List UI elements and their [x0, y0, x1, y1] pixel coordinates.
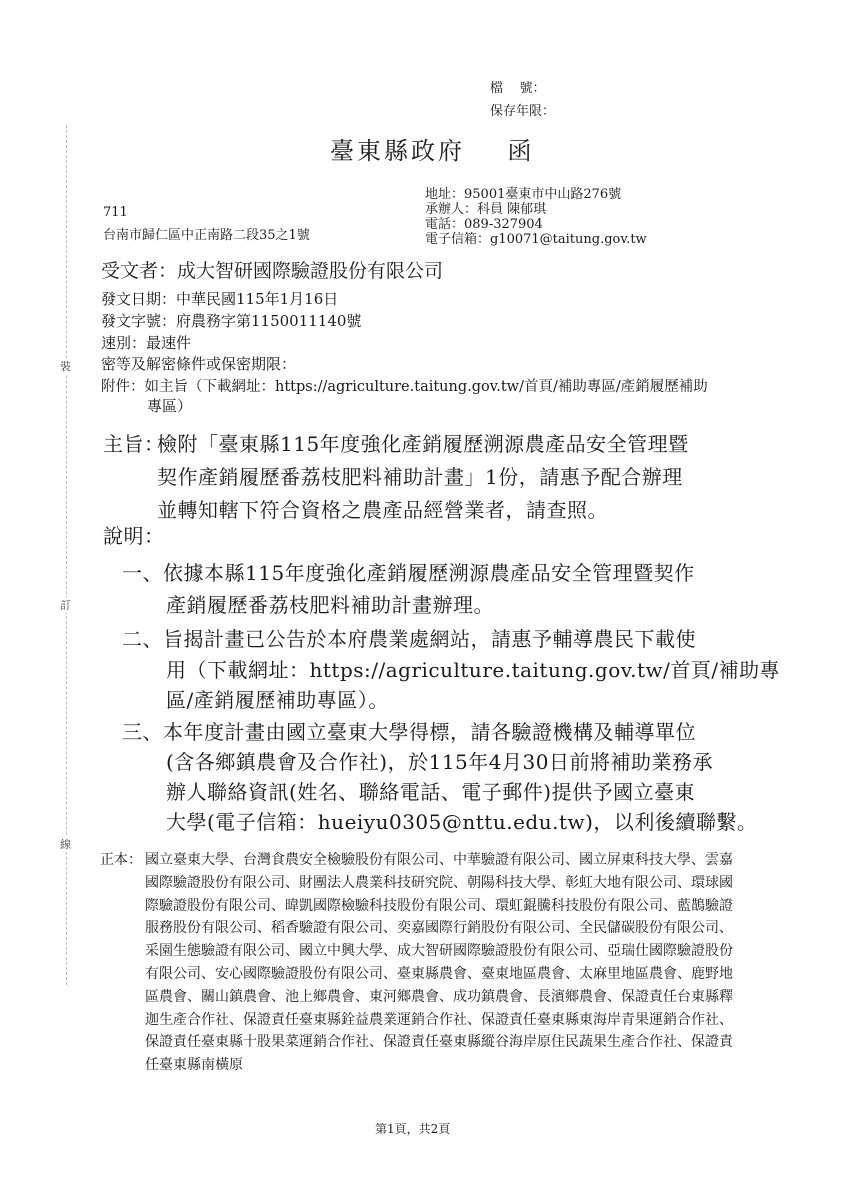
retention-label: 保存年限： [490, 104, 556, 119]
secrecy-level: 密等及解密條件或保密期限： [101, 355, 297, 373]
recipients-list: 國立臺東大學、台灣食農安全檢驗股份有限公司、中華驗證有限公司、國立屏東科技大學、雲嘉國際驗證股份有限公司、財團法人農業科技研究院、朝陽科技大學、彰虹大地有限公司、環球國際驗證股份有限公司、暐凱國際檢驗科技股份有限公司、環虹錕騰科技股份有限公司、藍鵲驗證服務股份有限公司、稻香驗證有限公司、奕嘉國際行銷股份有限公司、全民儲碳股份有限公司、采園生態驗證有限公司、國立中興大學、成大智研國際驗證股份有限公司、亞瑞仕國際驗證股份有限公司、安心國際驗證股份有限公司、臺東縣農會、臺東地區農會、太麻里地區農會、鹿野地區農會、關山鎮農會、池上鄉農會、東河鄉農會、成功鎮農會、長濱鄉農會、保證責任台東縣釋迦生產合作社、保證責任臺東縣銓益農業運銷合作社、保證責任臺東縣東海岸青果運銷合作社、保證責任臺東縣十股果菜運銷合作社、保證責任臺東縣縱谷海岸原住民蔬果生產合作社、保證責任臺東縣南橫原 [145, 852, 733, 1074]
sender-phone: 電話：089-327904 [425, 217, 543, 232]
attachment-line-1: 附件：如主旨（下載網址：https://agriculture.taitung.gov.tw/首頁/補助專區/產銷履歷補助 [101, 379, 708, 395]
binding-mark-middle: 訂 [60, 599, 71, 612]
explanation-item-2-line-2: 用（下載網址：https://agriculture.taitung.gov.tw/首頁/補助專 [166, 658, 781, 682]
explanation-item-2-line-1: 二、旨揭計畫已公告於本府農業處網站，請惠予輔導農民下載使 [122, 627, 696, 651]
explanation-item-3-line-1: 三、本年度計畫由國立臺東大學得標，請各驗證機構及輔導單位 [122, 720, 696, 744]
explanation-item-1-line-1: 一、依據本縣115年度強化產銷履歷溯源農產品安全管理暨契作 [122, 561, 695, 585]
recipient-address: 台南市歸仁區中正南路二段35之1號 [103, 228, 310, 243]
recipients-label: 正本： [100, 852, 142, 868]
explanation-item-3-line-3: 辦人聯絡資訊(姓名、聯絡電話、電子郵件)提供予國立臺東 [166, 780, 696, 804]
subject-line-1: 檢附「臺東縣115年度強化產銷履歷溯源農產品安全管理暨 [157, 432, 689, 456]
explanation-item-2-line-3: 區/產銷履歷補助專區）。 [166, 688, 389, 712]
file-number-label: 檔 號： [490, 81, 546, 96]
speed-category: 速別：最速件 [101, 334, 192, 352]
sender-handler: 承辦人：科員 陳郁琪 [425, 202, 547, 217]
binding-line [66, 125, 67, 985]
attachment-line-2: 專區） [147, 397, 193, 415]
document-number: 發文字號：府農務字第1150011140號 [101, 312, 362, 330]
subject-line-2: 契作產銷履歷番荔枝肥料補助計畫」1份，請惠予配合辦理 [157, 465, 683, 489]
recipient-postcode: 711 [103, 205, 128, 220]
addressee: 受文者：成大智研國際驗證股份有限公司 [101, 260, 444, 282]
document-title: 臺東縣政府 函 [330, 137, 535, 165]
explanation-item-1-line-2: 產銷履歷番荔枝肥料補助計畫辦理。 [166, 593, 494, 617]
subject-label: 主旨： [103, 432, 165, 456]
sender-address: 地址：95001臺東市中山路276號 [425, 187, 622, 202]
binding-mark-bottom: 線 [60, 838, 71, 851]
issue-date: 發文日期：中華民國115年1月16日 [101, 290, 339, 308]
page-number: 第1頁，共2頁 [375, 1122, 451, 1136]
explanation-item-3-line-4: 大學(電子信箱：hueiyu0305@nttu.edu.tw)，以利後續聯繫。 [166, 810, 758, 834]
explanation-item-3-line-2: (含各鄉鎮農會及合作社)，於115年4月30日前將補助業務承 [166, 750, 713, 774]
subject-line-3: 並轉知轄下符合資格之農產品經營業者，請查照。 [157, 498, 608, 522]
sender-email: 電子信箱：g10071@taitung.gov.tw [425, 232, 647, 247]
binding-mark-top: 裝 [60, 360, 71, 373]
explanation-label: 說明： [103, 524, 165, 548]
